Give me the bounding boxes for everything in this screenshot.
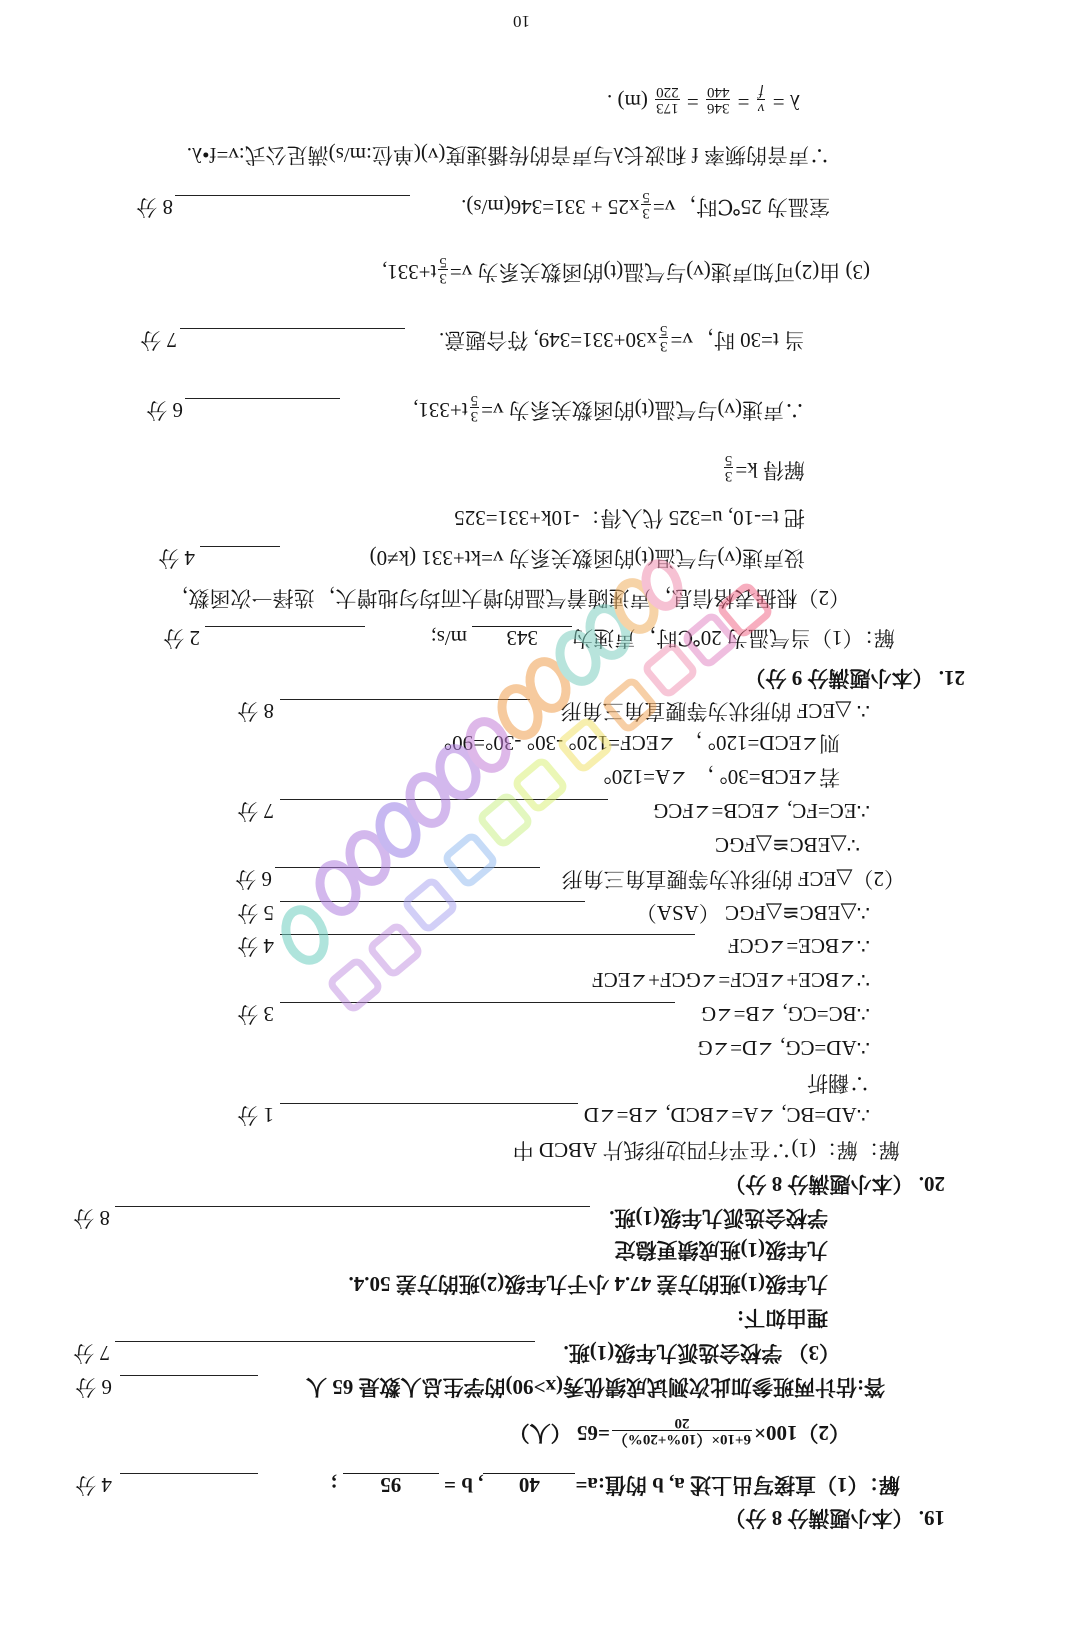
fraction-denominator: 20	[674, 1415, 690, 1432]
q19-part1	[330, 1471, 900, 1499]
score-mark: 3 分	[237, 1002, 274, 1026]
score-rule	[200, 546, 280, 547]
fraction	[655, 84, 680, 115]
q20-line: 解：解：(1)∵在平行四边形纸片 ABCD 中	[512, 1138, 900, 1162]
score-rule	[280, 901, 585, 902]
q19-part3: （3） 学校会选派九年级(1)班.	[563, 1341, 840, 1365]
score-rule	[205, 626, 365, 627]
q21-check-text: 当 t=30 时，v=	[670, 328, 805, 352]
score-rule	[280, 799, 608, 800]
fraction-denominator: 5	[659, 322, 668, 339]
q20-line: ∴AD=BC, ∠A=∠BCD, ∠B=∠D	[583, 1103, 870, 1127]
fraction-numerator: 3	[470, 408, 479, 425]
q20-line: ∵翻折	[807, 1071, 870, 1095]
q21-relation-text: ∴声速(v)与气温(t)的函数关系为 v=	[481, 398, 805, 422]
q21-part3-tail: t+331,	[381, 260, 437, 284]
q21-check	[439, 322, 805, 357]
q21-check-tail: x30+331=349, 符合题意.	[439, 328, 657, 352]
fraction-numerator: 3	[659, 338, 668, 355]
q20-line: ∴ △ECF 的形状为等腰直角三角形	[560, 699, 870, 723]
q21-room-tail: x25 + 331=346(m/s).	[461, 195, 640, 219]
q19-reason-line: 九年级(1)班的方差 47.4 小于九年级(2)班的方差 50.4.	[348, 1272, 828, 1296]
score-rule	[280, 934, 695, 935]
q21-part3	[382, 254, 870, 289]
q19-conclusion: 学校会选派九年级(1)班.	[609, 1206, 828, 1230]
q21-solve	[722, 452, 805, 487]
q19-part1-end: ;	[330, 1473, 343, 1497]
fraction-numerator: v	[757, 100, 765, 117]
q19-part1-sep: , b =	[438, 1473, 484, 1497]
speed-unit: m/s;	[430, 626, 473, 650]
score-mark: 6 分	[235, 867, 272, 891]
score-mark: 1 分	[237, 1103, 274, 1127]
score-rule	[115, 1206, 590, 1207]
fraction-numerator: 346	[706, 100, 730, 117]
q19-header: 19. （本小题满分 8 分）	[724, 1506, 945, 1530]
q21-formula: ∵声音的频率 f 和波长λ与声音的传播速度(v)(单位:m/s)满足公式:v=f•λ.	[186, 143, 830, 167]
q21-room	[461, 189, 830, 224]
q19-part2-text: （2）100×	[754, 1421, 850, 1445]
q19-part2-result: =65 （人）	[508, 1421, 610, 1445]
q21-part2-intro: （2）根据表格信息，声速随着气温的增大而均匀地增大，选择一次函数，	[167, 586, 850, 610]
score-rule	[180, 328, 405, 329]
score-rule	[280, 1002, 675, 1003]
score-mark: 7 分	[140, 328, 177, 352]
answer-a-blank: 40	[483, 1473, 575, 1496]
score-rule	[185, 398, 340, 399]
score-mark: 7 分	[73, 1341, 110, 1365]
score-rule	[175, 195, 410, 196]
answer-b-blank: 95	[343, 1473, 439, 1496]
score-mark: 8 分	[73, 1206, 110, 1230]
fraction-denominator: 440	[706, 84, 730, 101]
fraction-denominator: 220	[656, 84, 679, 101]
fraction-denominator: f	[759, 84, 764, 101]
q20-header: 20. （本小题满分 8 分）	[724, 1172, 945, 1196]
fraction	[659, 322, 669, 353]
score-mark: 7 分	[237, 799, 274, 823]
page-number: 10	[513, 12, 530, 31]
score-rule	[280, 1103, 578, 1104]
q20-line: ∴EC=FC, ∠ECB=∠FCG	[653, 799, 870, 823]
fraction	[757, 84, 766, 115]
q21-header: 21. （本小题满分 9 分）	[744, 666, 965, 690]
score-mark: 8 分	[237, 699, 274, 723]
q21-part3-text: (3) 由(2)可知声速(v)与气温(t)的函数关系为 v=	[449, 260, 870, 284]
fraction	[612, 1415, 752, 1446]
score-mark: 8 分	[136, 195, 173, 219]
q20-line: 则∠ECD=120° ， ∠ECF=120° -30° -30°=90°	[443, 731, 840, 755]
fraction	[470, 392, 480, 423]
fraction-numerator: 173	[656, 100, 679, 117]
q21-relation-tail: t+331,	[413, 398, 468, 422]
q21-assume: 设声速(v)与气温(t)的函数关系为 v=kt+331 (k≠0)	[369, 546, 805, 570]
q19-reason-title: 理由如下:	[737, 1306, 828, 1330]
q20-line: ∵△EBC≌△FGC	[715, 833, 860, 857]
q21-room-text: 室温为 25℃时，v=	[652, 195, 830, 219]
q21-wavelength	[607, 84, 800, 119]
score-rule	[280, 699, 530, 700]
score-mark: 4 分	[237, 934, 274, 958]
q19-part1-text: 解：（1）直接写出上述 a, b 的值:a=	[575, 1473, 900, 1497]
q21-part1-text: 解：（1）当气温为 20℃时，声速为	[572, 626, 895, 650]
fraction-numerator: 3	[724, 468, 733, 485]
wavelength-unit: (m) .	[607, 90, 654, 114]
fraction-numerator: 3	[642, 205, 650, 222]
q20-line: ∴△EBC≌△FGC （ASA）	[635, 901, 870, 925]
q21-solve-text: 解得 k=	[735, 458, 805, 482]
score-mark: 6 分	[75, 1375, 112, 1399]
equals-sign: =	[732, 90, 755, 114]
fraction-denominator: 5	[642, 189, 650, 206]
fraction-denominator: 5	[470, 392, 479, 409]
fraction	[724, 452, 734, 483]
fraction-denominator: 5	[439, 254, 447, 271]
q19-answer: 答:估计两班参加此次测试成绩优秀(x>90)的学生总人数是 65 人	[306, 1375, 885, 1399]
q20-line: （2）△ECF 的形状为等腰直角三角形	[561, 867, 905, 891]
speed-blank: 343	[472, 626, 572, 649]
score-mark: 4 分	[158, 546, 195, 570]
q19-reason-line: 九年级(1)班成绩更稳定	[614, 1238, 828, 1262]
fraction	[706, 84, 731, 115]
score-rule	[120, 1473, 258, 1474]
q21-part1	[431, 624, 895, 652]
q19-part2	[509, 1415, 850, 1450]
score-rule	[120, 1375, 258, 1376]
score-mark: 5 分	[237, 901, 274, 925]
score-mark: 4 分	[75, 1473, 112, 1497]
score-rule	[275, 867, 540, 868]
q21-relation	[413, 392, 805, 427]
score-mark: 2 分	[163, 626, 200, 650]
score-mark: 6 分	[146, 398, 183, 422]
equals-sign: =	[681, 90, 704, 114]
fraction-numerator: 6+10×（10%+20%）	[612, 1431, 752, 1448]
q20-line: ∴AD=CG, ∠D=∠G	[697, 1036, 870, 1060]
fraction	[641, 189, 651, 220]
q20-line: ∴∠BCE=∠GCF	[727, 934, 870, 958]
q20-line: ∵∠BCE+∠ECF=∠GCF+∠ECF	[592, 968, 870, 992]
q20-line: 若∠ECB=30° ， ∠A=120°	[603, 765, 840, 789]
fraction-denominator: 5	[724, 452, 733, 469]
q21-substitute: 把 t=-10, u=325 代入得：-10k+331=325	[454, 506, 805, 530]
fraction-numerator: 3	[439, 270, 447, 287]
score-rule	[115, 1341, 535, 1342]
q20-line: ∴BC=CG, ∠B=∠G	[700, 1002, 870, 1026]
wavelength-lhs: λ =	[767, 90, 800, 114]
fraction	[438, 254, 448, 285]
